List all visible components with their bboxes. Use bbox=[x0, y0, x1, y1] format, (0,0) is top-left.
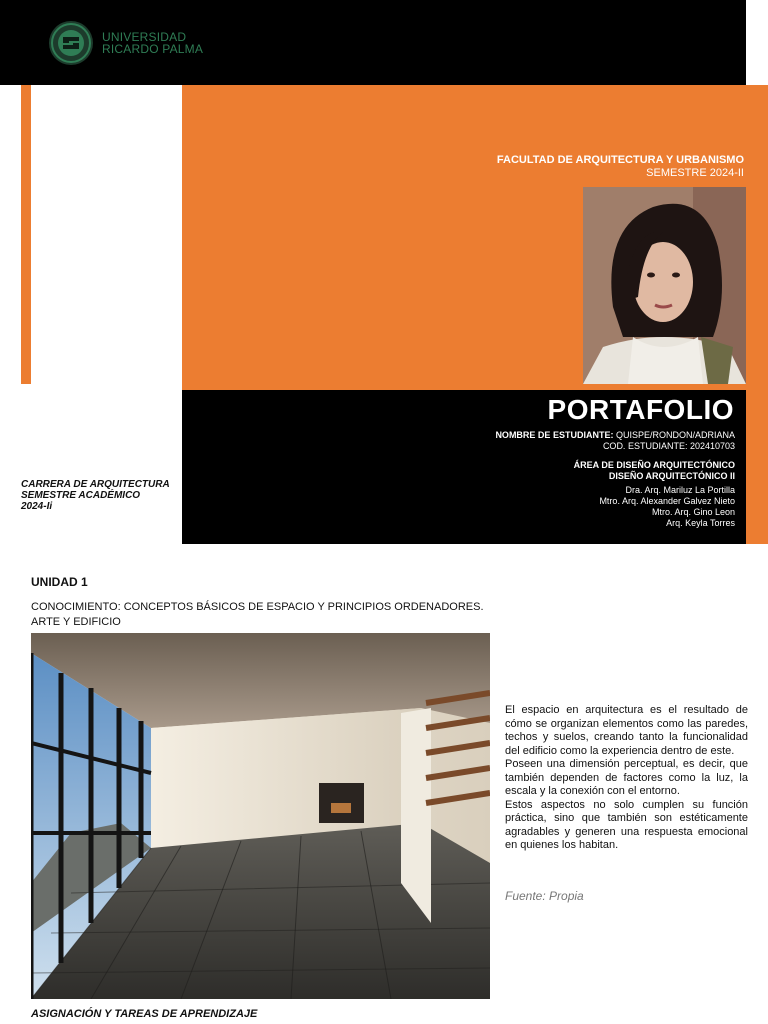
university-seal-icon bbox=[48, 20, 94, 66]
faculty-heading bbox=[497, 154, 744, 180]
semester-label: SEMESTRE 2024-II bbox=[646, 167, 744, 179]
orange-left-stripe bbox=[21, 85, 31, 384]
teacher-1: Dra. Arq. Mariluz La Portilla bbox=[625, 485, 735, 495]
assignment-heading: ASIGNACIÓN Y TAREAS DE APRENDIZAJE bbox=[31, 1008, 258, 1020]
career-info bbox=[21, 479, 170, 512]
student-info bbox=[495, 430, 735, 529]
concept-line-1: CONOCIMIENTO: CONCEPTOS BÁSICOS DE ESPACIO Y PRINCIPIOS ORDENADORES. bbox=[31, 601, 484, 613]
description-paragraph-3: Estos aspectos no solo cumplen su función práctica, sino que también son estéticamente agradables y generen una respuesta emocional en quienes los habitan. bbox=[505, 798, 748, 851]
unit-description bbox=[505, 704, 748, 853]
logo-line-2: RICARDO PALMA bbox=[102, 42, 204, 56]
orange-bottom-stripe bbox=[746, 390, 768, 544]
header-right-strip bbox=[746, 0, 768, 85]
description-paragraph-1: El espacio en arquitectura es el resultado de cómo se organizan elementos como las paredes, techos y suelos, creando tanto la funcionalidad del edificio como la experiencia dentro de este. bbox=[505, 704, 748, 757]
interior-space-photo bbox=[31, 633, 490, 999]
student-name-line bbox=[495, 430, 735, 441]
student-code: COD. ESTUDIANTE: 202410703 bbox=[602, 441, 735, 451]
concept-line-2: ARTE Y EDIFICIO bbox=[31, 616, 121, 628]
area-line-1: ÁREA DE DISEÑO ARQUITECTÓNICO bbox=[573, 460, 735, 470]
career-line-3: 2024-Ii bbox=[21, 501, 53, 512]
career-line-2: SEMESTRE ACADÉMICO bbox=[21, 490, 141, 501]
faculty-name: FACULTAD DE ARQUITECTURA Y URBANISMO bbox=[496, 154, 744, 166]
university-logo bbox=[48, 20, 203, 66]
area-line-2: DISEÑO ARQUITECTÓNICO II bbox=[608, 471, 735, 481]
unit-concept bbox=[31, 600, 484, 630]
teacher-3: Mtro. Arq. Gino Leon bbox=[651, 507, 735, 517]
career-line-1: CARRERA DE ARQUITECTURA bbox=[21, 479, 170, 490]
image-source: Fuente: Propia bbox=[505, 889, 584, 903]
student-label: NOMBRE DE ESTUDIANTE: bbox=[495, 430, 614, 440]
cover-info-box bbox=[182, 390, 746, 544]
student-photo bbox=[583, 187, 746, 384]
description-paragraph-2: Poseen una dimensión perceptual, es decir, que también dependen de factores como la luz, la escala y la conexión con el entorno. bbox=[505, 758, 748, 797]
logo-line-1: UNIVERSIDAD bbox=[102, 30, 187, 44]
teacher-2: Mtro. Arq. Alexander Galvez Nieto bbox=[599, 496, 735, 506]
teacher-4: Arq. Keyla Torres bbox=[666, 518, 735, 528]
header-bar bbox=[0, 0, 746, 85]
unit-title: UNIDAD 1 bbox=[31, 575, 88, 589]
logo-text bbox=[102, 31, 203, 55]
student-name: QUISPE/RONDON/ADRIANA bbox=[615, 430, 735, 440]
portfolio-title: PORTAFOLIO bbox=[547, 394, 734, 425]
